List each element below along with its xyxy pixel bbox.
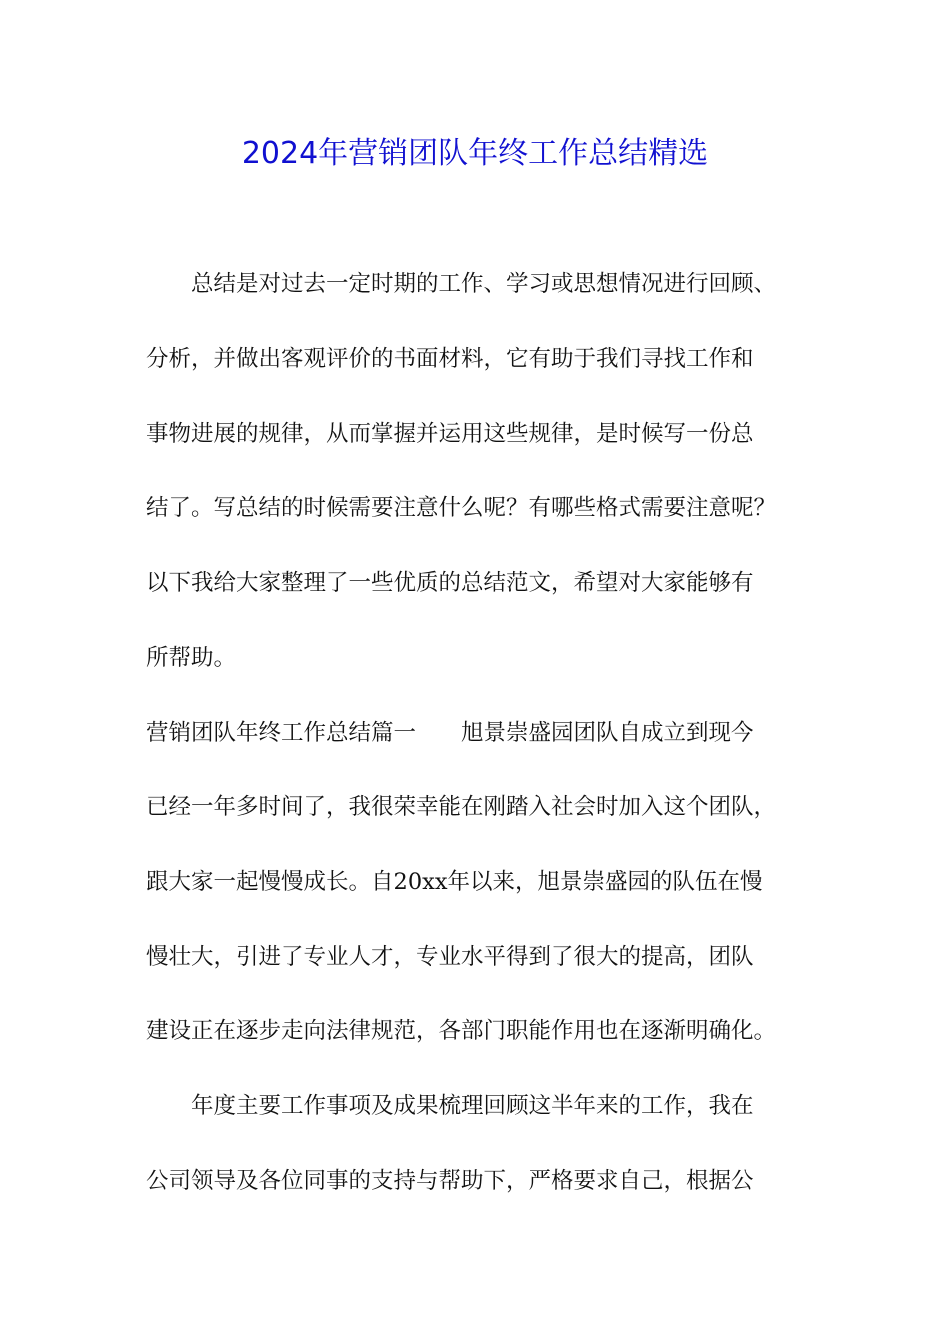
text-line: 分析，并做出客观评价的书面材料，它有助于我们寻找工作和 bbox=[146, 346, 754, 372]
text-line: 公司领导及各位同事的支持与帮助下，严格要求自己，根据公 bbox=[146, 1168, 754, 1194]
text-line: 慢壮大，引进了专业人才，专业水平得到了很大的提高，团队 bbox=[146, 944, 754, 970]
text-line: 以下我给大家整理了一些优质的总结范文，希望对大家能够有 bbox=[146, 570, 754, 596]
text-line: 事物进展的规律，从而掌握并运用这些规律，是时候写一份总 bbox=[146, 421, 754, 447]
text-line: 年度主要工作事项及成果梳理回顾这半年来的工作，我在 bbox=[146, 1093, 754, 1119]
text-line: 已经一年多时间了，我很荣幸能在刚踏入社会时加入这个团队， bbox=[146, 794, 777, 820]
text-line: 建设正在逐步走向法律规范，各部门职能作用也在逐渐明确化。 bbox=[146, 1018, 777, 1044]
text-line: 总结是对过去一定时期的工作、学习或思想情况进行回顾、 bbox=[146, 271, 777, 297]
text-line: 结了。写总结的时候需要注意什么呢？有哪些格式需要注意呢？ bbox=[146, 495, 777, 521]
document-title: 2024年营销团队年终工作总结精选 bbox=[241, 136, 709, 171]
text-line: 跟大家一起慢慢成长。自20xx年以来，旭景崇盛园的队伍在慢 bbox=[146, 869, 763, 895]
text-line: 所帮助。 bbox=[146, 645, 237, 671]
section-heading-line: 营销团队年终工作总结篇一 旭景崇盛园团队自成立到现今 bbox=[146, 720, 754, 746]
